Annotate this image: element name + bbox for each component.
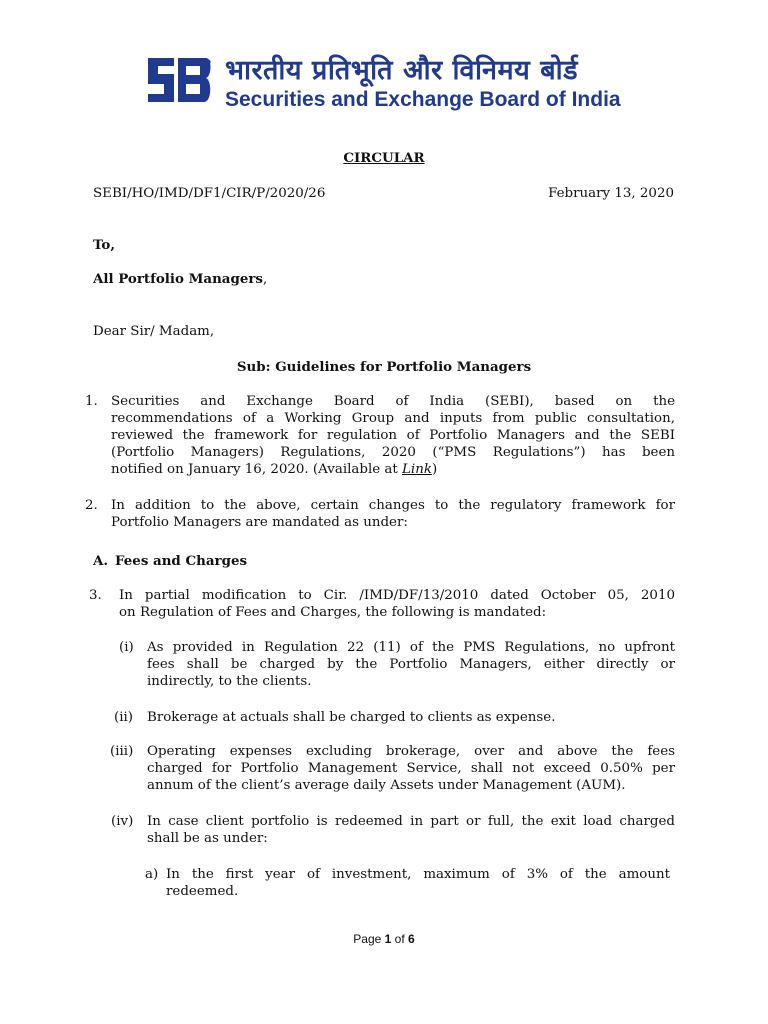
item-line: annum of the client’s average daily Assets under Management (AUM). bbox=[147, 778, 626, 793]
item-iv bbox=[147, 813, 675, 847]
item-line: In case client portfolio is redeemed in part or full, the exit load charged bbox=[147, 814, 675, 829]
current-page: 1 bbox=[384, 932, 392, 946]
sub-item-a-number: a) bbox=[145, 867, 159, 882]
addressee: All Portfolio Managers bbox=[93, 271, 263, 287]
hindi-org-name: भारतीय प्रतिभूति और विनिमय बोर्ड bbox=[225, 55, 579, 86]
section-a-label: A. bbox=[93, 553, 109, 569]
paragraph-line: Portfolio Managers are mandated as under: bbox=[111, 515, 408, 530]
paragraph-line: Securities and Exchange Board of India (SEBI), based on the bbox=[111, 394, 675, 409]
addressee-line bbox=[93, 271, 267, 288]
item-line: shall be as under: bbox=[147, 831, 268, 846]
page-number-footer bbox=[0, 932, 768, 946]
subject-line: Sub: Guidelines for Portfolio Managers bbox=[236, 359, 532, 375]
reference-number: SEBI/HO/IMD/DF1/CIR/P/2020/26 bbox=[93, 186, 326, 201]
paragraph-line: (Portfolio Managers) Regulations, 2020 (“PMS Regulations”) has been bbox=[111, 445, 675, 460]
item-iii-number: (iii) bbox=[110, 744, 134, 759]
footer-prefix: Page bbox=[353, 932, 385, 946]
item-line: In the first year of investment, maximum of 3% of the amount bbox=[166, 867, 670, 882]
sebi-logo bbox=[146, 54, 212, 106]
total-pages: 6 bbox=[408, 932, 415, 946]
item-i bbox=[147, 639, 675, 690]
paragraph-3-number: 3. bbox=[89, 588, 102, 603]
circular-title: CIRCULAR bbox=[343, 150, 425, 166]
circular-date: February 13, 2020 bbox=[548, 186, 674, 201]
paragraph-line: on Regulation of Fees and Charges, the following is mandated: bbox=[119, 605, 547, 620]
item-line: fees shall be charged by the Portfolio Managers, either directly or bbox=[147, 657, 675, 672]
item-line: charged for Portfolio Management Service, shall not exceed 0.50% per bbox=[147, 761, 675, 776]
paragraph-line: In partial modification to Cir. /IMD/DF/13/2010 dated October 05, 2010 bbox=[119, 588, 675, 603]
section-a-title: Fees and Charges bbox=[115, 553, 247, 569]
paragraph-1 bbox=[111, 393, 675, 478]
paragraph-2-number: 2. bbox=[85, 498, 98, 513]
footer-of: of bbox=[391, 932, 409, 946]
item-ii bbox=[147, 709, 675, 726]
paragraph-text: ) bbox=[431, 462, 438, 477]
item-iv-number: (iv) bbox=[111, 814, 134, 829]
paragraph-1-number: 1. bbox=[85, 394, 98, 409]
paragraph-2 bbox=[111, 497, 675, 531]
item-line: redeemed. bbox=[166, 884, 239, 899]
addressee-suffix: , bbox=[262, 272, 268, 287]
paragraph-line bbox=[111, 461, 675, 478]
paragraph-line: recommendations of a Working Group and inputs from public consultation, bbox=[111, 411, 675, 426]
regulations-link[interactable]: Link bbox=[402, 462, 432, 477]
item-line: As provided in Regulation 22 (11) of the PMS Regulations, no upfront bbox=[147, 640, 675, 655]
item-line: Brokerage at actuals shall be charged to clients as expense. bbox=[147, 710, 556, 725]
salutation: Dear Sir/ Madam, bbox=[93, 324, 215, 339]
paragraph-line: reviewed the framework for regulation of Portfolio Managers and the SEBI bbox=[111, 428, 675, 443]
paragraph-line: In addition to the above, certain changes to the regulatory framework for bbox=[111, 498, 675, 513]
sub-item-a bbox=[166, 866, 670, 900]
item-iii bbox=[147, 743, 675, 794]
paragraph-text: notified on January 16, 2020. (Available at bbox=[111, 462, 403, 477]
item-i-number: (i) bbox=[119, 640, 134, 655]
english-org-name: Securities and Exchange Board of India bbox=[225, 88, 621, 111]
paragraph-3 bbox=[119, 587, 675, 621]
item-ii-number: (ii) bbox=[114, 710, 134, 725]
to-line: To, bbox=[93, 237, 116, 253]
item-line: indirectly, to the clients. bbox=[147, 674, 312, 689]
item-line: Operating expenses excluding brokerage, over and above the fees bbox=[147, 744, 675, 759]
